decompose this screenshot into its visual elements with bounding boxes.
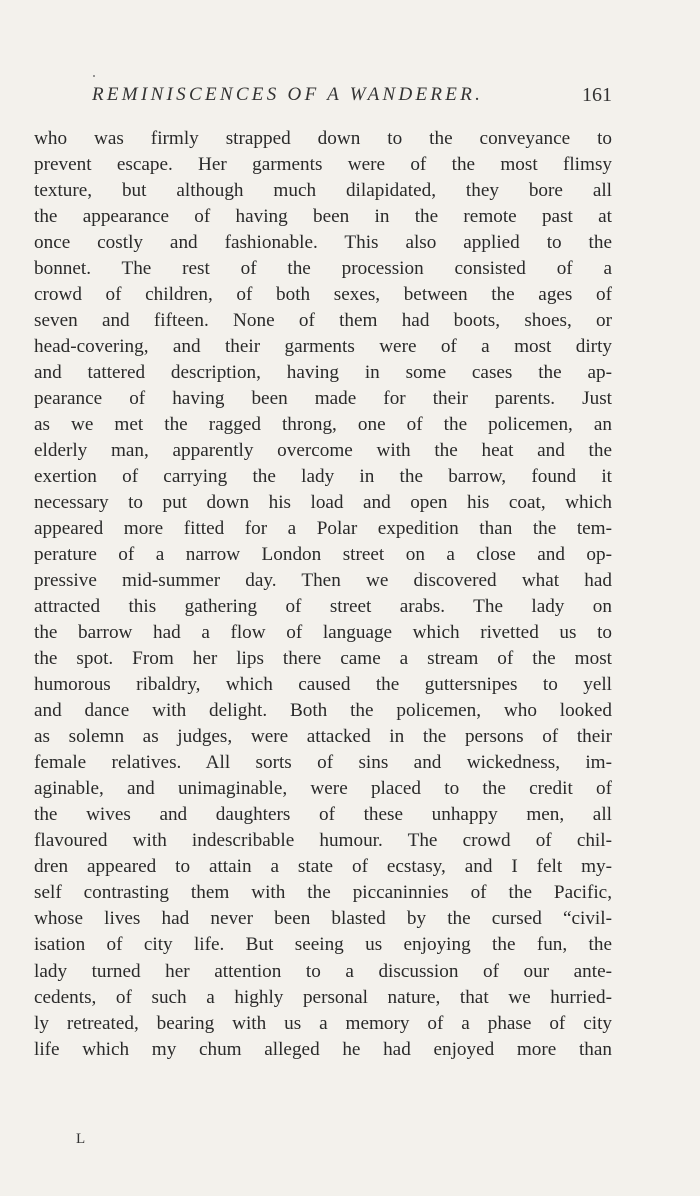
- text-line: once costly and fashionable. This also applied to the: [34, 232, 612, 254]
- text-line: aginable, and unimaginable, were placed to the credit of: [34, 778, 612, 800]
- text-line: the appearance of having been in the remote past at: [34, 206, 612, 228]
- text-line: female relatives. All sorts of sins and wickedness, im-: [34, 752, 612, 774]
- text-line: cedents, of such a highly personal nature, that we hurried-: [34, 986, 612, 1008]
- text-line: bonnet. The rest of the procession consisted of a: [34, 258, 612, 280]
- text-line: crowd of children, of both sexes, between the ages of: [34, 284, 612, 306]
- text-line: ly retreated, bearing with us a memory of a phase of city: [34, 1012, 612, 1034]
- text-line: life which my chum alleged he had enjoyed more than: [34, 1038, 612, 1060]
- text-line: exertion of carrying the lady in the barrow, found it: [34, 466, 612, 488]
- text-line: necessary to put down his load and open his coat, which: [34, 492, 612, 514]
- page-number: 161: [582, 84, 612, 106]
- text-line: head-covering, and their garments were of a most dirty: [34, 336, 612, 358]
- body-text: [34, 126, 612, 1063]
- text-line: self contrasting them with the piccaninnies of the Pacific,: [34, 882, 612, 904]
- text-line: prevent escape. Her garments were of the most flimsy: [34, 154, 612, 176]
- text-line: elderly man, apparently overcome with the heat and the: [34, 440, 612, 462]
- text-line: perature of a narrow London street on a close and op-: [34, 544, 612, 566]
- text-line: pressive mid-summer day. Then we discovered what had: [34, 570, 612, 592]
- text-line: lady turned her attention to a discussion of our ante-: [34, 960, 612, 982]
- text-line: seven and fifteen. None of them had boots, shoes, or: [34, 310, 612, 332]
- page-header: [92, 84, 612, 112]
- text-line: dren appeared to attain a state of ecstasy, and I felt my-: [34, 856, 612, 878]
- text-line: attracted this gathering of street arabs. The lady on: [34, 596, 612, 618]
- text-line: as we met the ragged throng, one of the policemen, an: [34, 414, 612, 436]
- text-line: and dance with delight. Both the policemen, who looked: [34, 700, 612, 722]
- text-line: humorous ribaldry, which caused the guttersnipes to yell: [34, 674, 612, 696]
- running-title: REMINISCENCES OF A WANDERER.: [92, 84, 484, 105]
- text-line: appeared more fitted for a Polar expedition than the tem-: [34, 518, 612, 540]
- text-line: and tattered description, having in some cases the ap-: [34, 362, 612, 384]
- text-line: texture, but although much dilapidated, they bore all: [34, 180, 612, 202]
- text-line: the wives and daughters of these unhappy men, all: [34, 804, 612, 826]
- signature-mark: L: [76, 1131, 86, 1147]
- text-line: whose lives had never been blasted by the cursed “civil-: [34, 908, 612, 930]
- text-line: pearance of having been made for their parents. Just: [34, 388, 612, 410]
- text-line: the spot. From her lips there came a stream of the most: [34, 648, 612, 670]
- text-line: who was firmly strapped down to the conveyance to: [34, 128, 612, 149]
- text-line: flavoured with indescribable humour. The crowd of chil-: [34, 830, 612, 852]
- text-line: isation of city life. But seeing us enjoying the fun, the: [34, 934, 612, 956]
- paper-speck: [93, 75, 95, 77]
- text-line: the barrow had a flow of language which rivetted us to: [34, 622, 612, 644]
- text-line: as solemn as judges, were attacked in the persons of their: [34, 726, 612, 748]
